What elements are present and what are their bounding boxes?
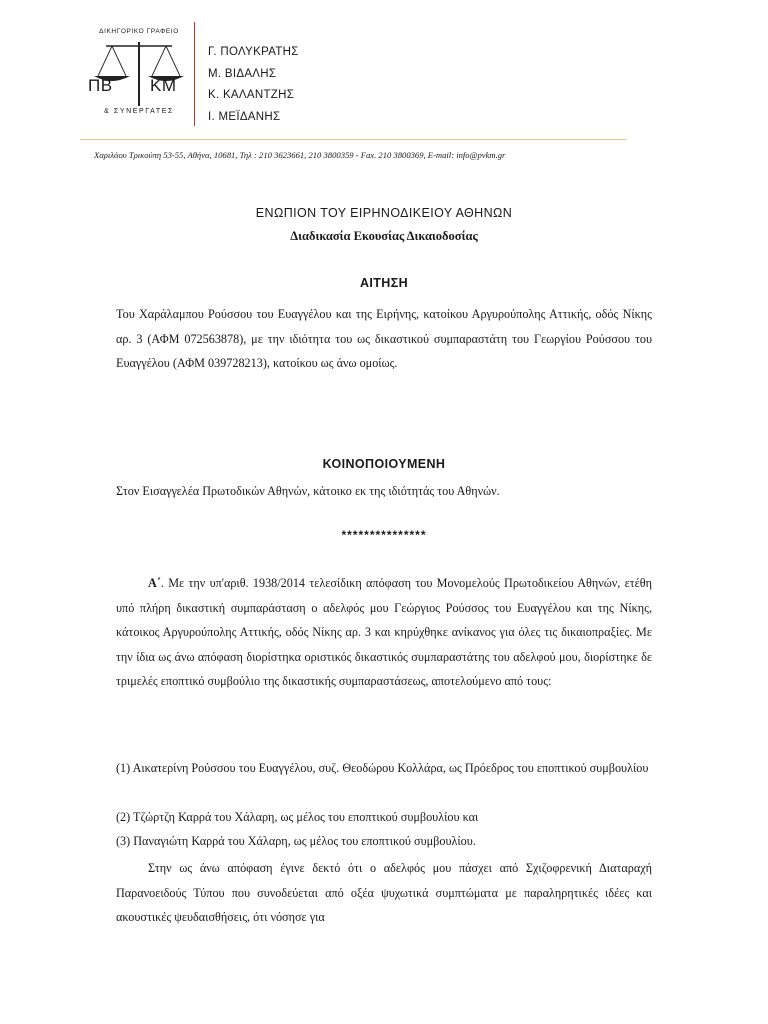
- partner-name: Ι. ΜΕΪΔΑΝΗΣ: [208, 110, 281, 123]
- separator-stars: ***************: [341, 528, 427, 542]
- request-paragraph: Του Χαράλαμπου Ρούσσου του Ευαγγέλου και της Ειρήνης, κατοίκου Αργυρούπολης Αττικής, οδός Νίκης αρ. 3 (ΑΦΜ 072563878), με την ιδιότητα του ως δικαστικού συμπαραστάτη του Γεωργίου Ρούσσου του Ευαγγέλου (ΑΦΜ 039728213), κατοίκου ως άνω ομοίως.: [116, 307, 652, 370]
- logo-top-text: ΔΙΚΗΓΟΡΙΚΟ ΓΡΑΦΕΙΟ: [99, 28, 179, 35]
- partner-name: Γ. ΠΟΛΥΚΡΑΤΗΣ: [208, 46, 299, 58]
- court-heading: ΕΝΩΠΙΟΝ ΤΟΥ ΕΙΡΗΝΟΔΙΚΕΙΟΥ ΑΘΗΝΩΝ: [255, 206, 513, 220]
- logo-bottom-text: & ΣΥΝΕΡΓΑΤΕΣ: [104, 108, 174, 115]
- closing-paragraph: Στην ως άνω απόφαση έγινε δεκτό ότι ο αδελφός μου πάσχει από Σχιζοφρενική Διαταραχή Παρανοειδούς Τύπου που συνοδεύεται από οξέα ψυχωτικά συμπτώματα με παραληρητικές ιδέες και ακουστικές ψευδαισθήσεις, ότι νόσησε για: [116, 861, 652, 924]
- logo-right-letters: ΚΜ: [150, 76, 177, 95]
- procedure-heading: Διαδικασία Εκουσίας Δικαιοδοσίας: [290, 229, 478, 243]
- notified-heading: ΚΟΙΝΟΠΟΙΟΥΜΕΝΗ: [322, 457, 446, 471]
- partner-name: Μ. ΒΙΔΑΛΗΣ: [208, 67, 277, 80]
- section-a-text: . Με την υπ'αριθ. 1938/2014 τελεσίδικη απόφαση του Μονομελούς Πρωτοδικείου Αθηνών, ετέθη υπό πλήρη δικαστική συμπαράσταση ο αδελφός μου Γεώργιος Ρούσσος του Ευαγγέλου και της Νίκης, κάτοικος Αργυρούπολης Αττικής, οδός Νίκης αρ. 3 και κηρύχθηκε ανίκανος για όλες τις δικαιοπραξίες. Με την ίδια ως άνω απόφαση διορίστηκα οριστικός δικαστικός συμπαραστάτης του αδελφού μου, διορίστηκε δε τριμελές εποπτικό συμβούλιο της δικαστικής συμπαραστάσεως, αποτελούμενο από τους:: [116, 576, 652, 688]
- request-heading: ΑΙΤΗΣΗ: [359, 276, 409, 290]
- section-label: Α΄: [148, 576, 161, 590]
- notified-paragraph: Στον Εισαγγελέα Πρωτοδικών Αθηνών, κάτοικο εκ της ιδιότητάς του Αθηνών.: [116, 484, 500, 498]
- letterhead-horizontal-divider: [80, 139, 627, 140]
- firm-address: Χαριλάου Τρικούπη 53-55, Αθήνα, 10681, Τηλ : 210 3623661, 210 3800359 - Fax. 210 3800369, E-mail: info@pvkm.gr: [94, 150, 506, 160]
- letterhead-vertical-divider: [194, 22, 195, 126]
- member-list-item: (3) Παναγιώτη Καρρά του Χάλαρη, ως μέλος του εποπτικού συμβουλίου.: [116, 834, 476, 848]
- member-list-item: (2) Τζώρτζη Καρρά του Χάλαρη, ως μέλος του εποπτικού συμβουλίου και: [116, 810, 479, 824]
- scales-of-justice-icon: [84, 36, 194, 108]
- law-firm-logo: [84, 28, 194, 124]
- partner-name: Κ. ΚΑΛΑΝΤΖΗΣ: [208, 89, 295, 101]
- partner-list: [208, 42, 299, 128]
- logo-left-letters: ΠΒ: [88, 76, 113, 95]
- section-a-paragraph: [116, 571, 652, 694]
- member-list-item: (1) Αικατερίνη Ρούσσου του Ευαγγέλου, συζ. Θεοδώρου Κολλάρα, ως Πρόεδρος του εποπτικού συμβουλίου: [116, 761, 649, 775]
